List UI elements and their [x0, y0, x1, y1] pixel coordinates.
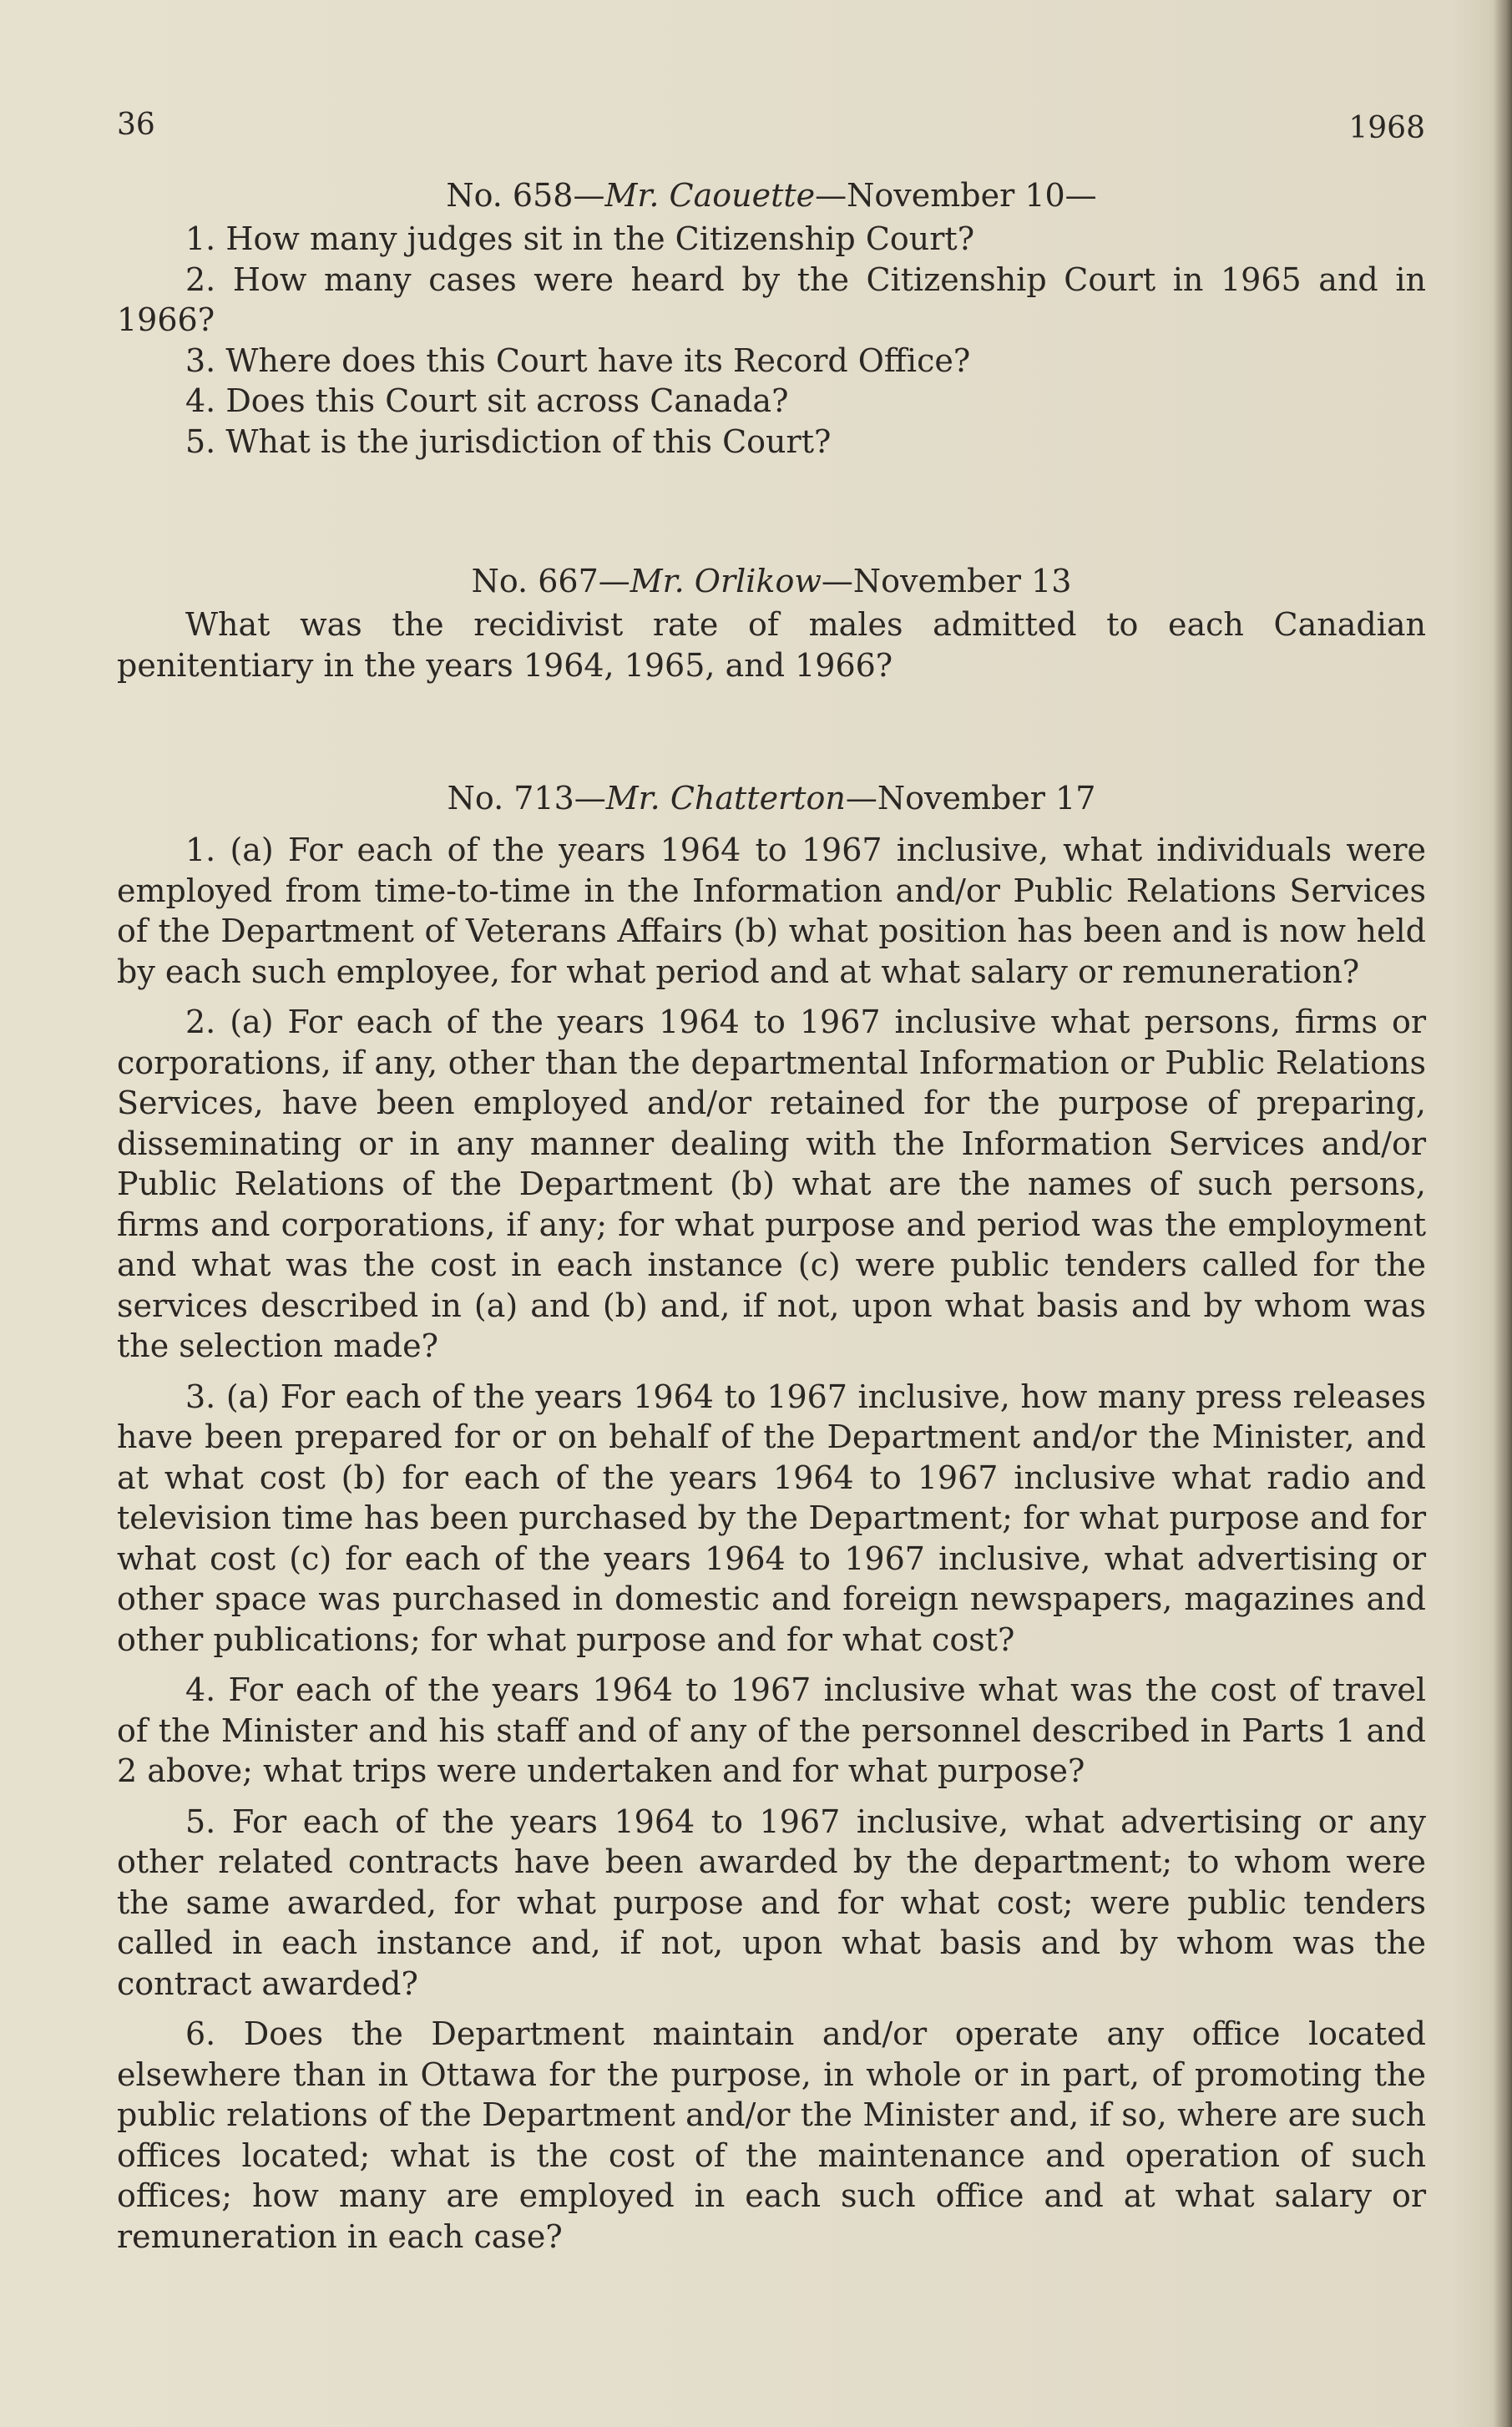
question-paragraph: What was the recidivist rate of males admitted to each Canadian penitentiary in the years 1964, 1965, and 1966?: [117, 606, 1426, 684]
running-head: [117, 105, 1425, 145]
question-member: Mr. Orlikow: [630, 563, 822, 599]
page-number: 36: [117, 108, 155, 142]
question-paragraph: 1. (a) For each of the years 1964 to 1967 inclusive, what individuals were employed from time-to-time in the Information and/or Public Relations Services of the Department of Veterans Affairs (b) what position has been and is now held by each such employee, for what period and at what salary or remuneration?: [117, 832, 1426, 990]
header-year: 1968: [1348, 111, 1425, 145]
question-paragraph: 2. How many cases were heard by the Citizenship Court in 1965 and in 1966?: [117, 260, 1426, 338]
question-paragraph: 5. What is the jurisdiction of this Court?: [185, 422, 832, 460]
question-paragraph: 2. (a) For each of the years 1964 to 1967 inclusive what persons, firms or corporations, if any, other than the departmental Information or Public Relations Services, have been employed and/or retained for the purpose of preparing, disseminating or in any manner dealing with the Information Services and/or Public Relations of the Department (b) what are the names of such persons, firms and corporations, if any; for what purpose and period was the employment and what was the cost in each instance (c) were public tenders called for the services described in (a) and (b) and, if not, upon what basis and by whom was the selection made?: [117, 1004, 1426, 1364]
question-number: No. 658: [446, 177, 574, 214]
question-heading: No. 667—Mr. Orlikow—November 13: [471, 563, 1072, 599]
question-member: Mr. Caouette: [604, 177, 816, 214]
question-713: [117, 778, 1426, 2257]
question-paragraph: 3. (a) For each of the years 1964 to 1967 inclusive, how many press releases have been prepared for or on behalf of the Department and/or the Minister, and at what cost (b) for each of the years 1964 to 1967 inclusive what radio and television time has been purchased by the Department; for what purpose and for what cost (c) for each of the years 1964 to 1967 inclusive, what advertising or other space was purchased in domestic and foreign newspapers, magazines and other publications; for what purpose and for what cost?: [117, 1378, 1426, 1658]
question-paragraph: 5. For each of the years 1964 to 1967 inclusive, what advertising or any other related contracts have been awarded by the department; to whom were the same awarded, for what purpose and for what cost; were public tenders called in each instance and, if not, upon what basis and by whom was the contract awarded?: [117, 1803, 1426, 2002]
question-658: [117, 175, 1426, 462]
question-paragraph: 4. Does this Court sit across Canada?: [185, 382, 789, 419]
question-date: November 17: [877, 780, 1096, 817]
question-paragraph: 1. How many judges sit in the Citizenship Court?: [185, 220, 975, 257]
question-date: November 13: [852, 563, 1072, 599]
question-667: [117, 561, 1426, 685]
question-paragraph: 4. For each of the years 1964 to 1967 inclusive what was the cost of travel of the Minister and his staff and of any of the personnel described in Parts 1 and 2 above; what trips were undertaken and for what purpose?: [117, 1671, 1426, 1789]
question-heading: No. 713—Mr. Chatterton—November 17: [447, 780, 1096, 817]
question-date: November 10: [847, 177, 1065, 214]
question-member: Mr. Chatterton: [605, 780, 846, 817]
question-heading: No. 658—Mr. Caouette—November 10—: [446, 177, 1097, 214]
page-edge-shadow: [1494, 0, 1512, 2427]
question-paragraph: 3. Where does this Court have its Record Office?: [185, 341, 971, 379]
question-paragraph: 6. Does the Department maintain and/or operate any office located elsewhere than in Ottawa for the purpose, in whole or in part, of promoting the public relations of the Department and/or the Minister and, if so, where are such offices located; what is the cost of the maintenance and operation of such offices; how many are employed in each such office and at what salary or remuneration in each case?: [117, 2015, 1426, 2255]
question-number: No. 667: [471, 563, 599, 599]
question-number: No. 713: [447, 780, 574, 817]
